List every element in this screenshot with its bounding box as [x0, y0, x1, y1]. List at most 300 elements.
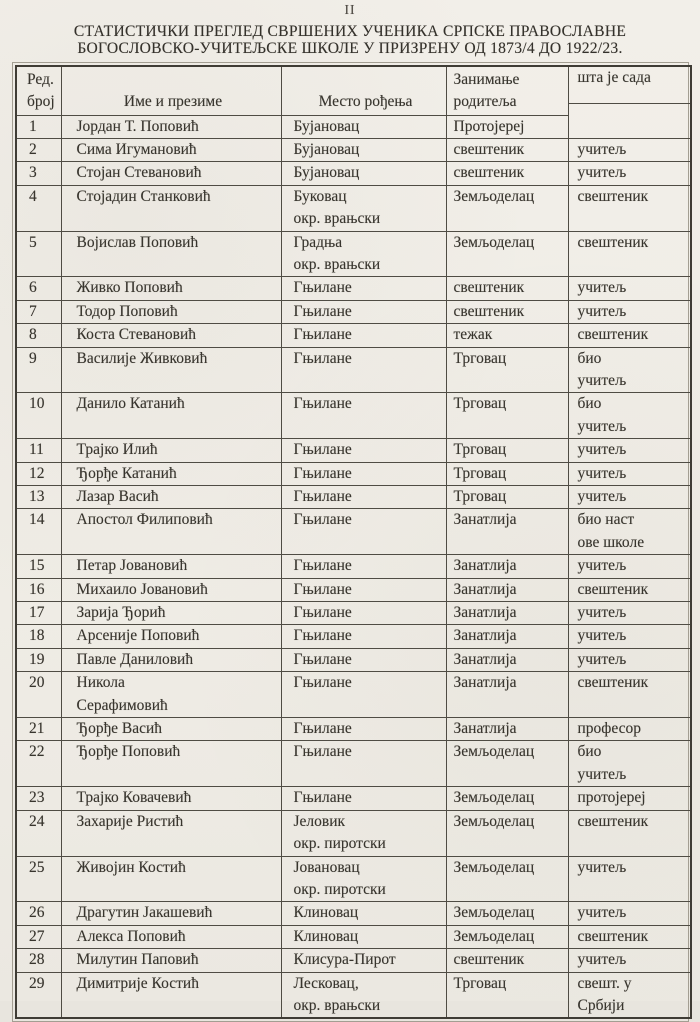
cell-line: свештеник [577, 326, 649, 344]
cell-num: 8 [16, 324, 61, 347]
cell-num: 24 [16, 810, 61, 856]
cell-place [281, 718, 446, 741]
cell-line: Трговац [453, 464, 507, 482]
cell-now [568, 115, 691, 138]
cell-line: учитељ [577, 488, 627, 505]
table-row [16, 185, 691, 231]
cell-line: учитељ [577, 904, 627, 922]
cell-line: Гњилане [293, 395, 352, 413]
cell-place [281, 902, 446, 925]
cell-num: 18 [16, 625, 61, 648]
table-row [16, 972, 691, 1018]
cell-name [61, 231, 281, 277]
cell-now [568, 347, 691, 393]
cell-line: Живојин Костић [76, 858, 186, 876]
cell-line: Земљоделац [453, 904, 535, 922]
cell-line: Трговац [453, 441, 507, 459]
cell-parent [446, 672, 568, 718]
cell-num: 2 [16, 138, 61, 161]
cell-line: Апостол Филиповић [76, 511, 213, 529]
cell-now [568, 787, 691, 810]
cell-num: 15 [16, 555, 61, 578]
cell-place [281, 486, 446, 509]
cell-line: Занатлија [453, 720, 517, 738]
cell-parent [446, 462, 568, 485]
cell-name [61, 949, 281, 972]
cell-line: Занатлија [453, 604, 517, 622]
header-row [16, 66, 691, 115]
table-row [16, 231, 691, 277]
cell-place [281, 856, 446, 902]
cell-name [61, 856, 281, 902]
table-row [16, 787, 691, 810]
cell-line: учитељ [577, 604, 627, 622]
cell-num: 16 [16, 578, 61, 601]
header-current-occupation: шта је сада [568, 66, 691, 115]
cell-place [281, 300, 446, 323]
cell-line: учитељ [577, 951, 627, 969]
cell-parent [446, 902, 568, 925]
cell-name [61, 602, 281, 625]
cell-line: учитељ [577, 417, 627, 435]
cell-line: Милутин Паповић [76, 951, 199, 969]
cell-parent [446, 277, 568, 300]
cell-now [568, 856, 691, 902]
cell-now [568, 810, 691, 856]
cell-place [281, 185, 446, 231]
cell-line: Јордан Т. Поповић [76, 117, 199, 135]
cell-name [61, 578, 281, 601]
cell-now [568, 162, 691, 185]
cell-line: ове школе [577, 533, 645, 551]
cell-line: учитељ [577, 650, 627, 668]
cell-place [281, 347, 446, 393]
cell-num: 27 [16, 925, 61, 948]
students-table [15, 65, 692, 1019]
cell-place [281, 231, 446, 277]
cell-now [568, 439, 691, 462]
cell-parent [446, 602, 568, 625]
cell-line: Гњилане [293, 464, 352, 482]
cell-line: окр. врањски [293, 210, 381, 228]
cell-parent [446, 486, 568, 509]
cell-parent [446, 555, 568, 578]
cell-line: тежак [453, 326, 493, 344]
cell-line: био [577, 743, 602, 761]
cell-now [568, 462, 691, 485]
cell-line: Гњилане [293, 302, 352, 320]
cell-line: био наст [577, 511, 635, 529]
cell-line: Зарија Ђорић [76, 604, 166, 622]
cell-parent [446, 185, 568, 231]
cell-now [568, 949, 691, 972]
page-number: II [344, 2, 356, 17]
cell-line: Јеловик [293, 812, 346, 830]
cell-line: Петар Јовановић [76, 557, 188, 575]
cell-name [61, 277, 281, 300]
cell-now [568, 138, 691, 161]
cell-line: свештеник [453, 140, 525, 158]
cell-line: учитељ [577, 371, 627, 389]
cell-line: Трајко Илић [76, 441, 158, 459]
cell-line: Алекса Поповић [76, 927, 186, 945]
cell-line: Војислав Поповић [76, 233, 199, 251]
cell-parent [446, 856, 568, 902]
cell-line: Живко Поповић [76, 279, 183, 297]
cell-place [281, 741, 446, 787]
cell-now [568, 602, 691, 625]
cell-line: Стојан Стевановић [76, 164, 202, 182]
cell-place [281, 602, 446, 625]
cell-name [61, 509, 281, 555]
cell-place [281, 162, 446, 185]
cell-line: свештеник [577, 927, 649, 945]
cell-num: 5 [16, 231, 61, 277]
cell-line: Ђорђе Катанић [76, 464, 177, 482]
cell-now [568, 741, 691, 787]
cell-parent [446, 578, 568, 601]
cell-line: био [577, 349, 602, 367]
document-title [0, 23, 700, 57]
table-row [16, 115, 691, 138]
header-name-surname: Име и презиме [61, 66, 281, 115]
cell-line: Гњилане [293, 720, 352, 738]
cell-line: Занатлија [453, 650, 517, 668]
cell-line: Ђорђе Поповић [76, 743, 181, 761]
cell-name [61, 300, 281, 323]
table-row [16, 602, 691, 625]
cell-num: 17 [16, 602, 61, 625]
cell-line: Занатлија [453, 511, 517, 529]
cell-line: Земљоделац [453, 233, 535, 251]
cell-place [281, 787, 446, 810]
cell-now [568, 555, 691, 578]
document-title-line2: БОГОСЛОВСКО-УЧИТЕЉСКЕ ШКОЛЕ У ПРИЗРЕНУ ОД 1873/4 ДО 1922/23. [77, 40, 623, 57]
cell-parent [446, 648, 568, 671]
cell-now [568, 393, 691, 439]
cell-line: Буковац [293, 187, 347, 205]
cell-line: Гњилане [293, 650, 352, 668]
cell-line: свештеник [577, 187, 649, 205]
cell-line: Никола [76, 674, 125, 692]
cell-line: Бујановац [293, 140, 360, 158]
cell-place [281, 439, 446, 462]
cell-line: Трајко Ковачевић [76, 789, 192, 807]
cell-num: 29 [16, 972, 61, 1018]
table-row [16, 324, 691, 347]
table-row [16, 949, 691, 972]
cell-line: свештеник [577, 233, 649, 251]
cell-line: свештеник [577, 674, 649, 692]
cell-num: 1 [16, 115, 61, 138]
cell-num: 14 [16, 509, 61, 555]
table-row [16, 277, 691, 300]
cell-line: учитељ [577, 765, 627, 783]
cell-line: Гњилане [293, 674, 352, 692]
cell-line: Земљоделац [453, 927, 535, 945]
cell-line: Драгутин Јакашевић [76, 904, 213, 922]
cell-parent [446, 718, 568, 741]
cell-parent [446, 509, 568, 555]
cell-line: Србији [577, 996, 625, 1014]
cell-line: Василије Живковић [76, 349, 208, 367]
cell-line: Лазар Васић [76, 488, 159, 505]
cell-num: 19 [16, 648, 61, 671]
document-title-line1: СТАТИСТИЧКИ ПРЕГЛЕД СВРШЕНИХ УЧЕНИКА СРПСКЕ ПРАВОСЛАВНЕ [73, 23, 627, 40]
cell-line: протојереј [577, 789, 646, 807]
cell-line: Димитрије Костић [76, 974, 199, 992]
table-row [16, 462, 691, 485]
cell-line: Земљоделац [453, 743, 535, 761]
cell-place [281, 672, 446, 718]
cell-line: окр. пиротски [293, 835, 386, 853]
cell-now [568, 718, 691, 741]
cell-line: Занатлија [453, 580, 517, 598]
cell-line: Гњилане [293, 557, 352, 575]
cell-num: 4 [16, 185, 61, 231]
cell-parent [446, 138, 568, 161]
cell-num: 9 [16, 347, 61, 393]
cell-line: учитељ [577, 140, 627, 158]
cell-now [568, 231, 691, 277]
cell-name [61, 324, 281, 347]
cell-line: Коста Стевановић [76, 326, 196, 344]
cell-num: 6 [16, 277, 61, 300]
cell-place [281, 972, 446, 1018]
table-row [16, 578, 691, 601]
cell-name [61, 462, 281, 485]
cell-num: 21 [16, 718, 61, 741]
header-birthplace: Место рођења [281, 66, 446, 115]
cell-line: Трговац [453, 349, 507, 367]
cell-line: Занатлија [453, 627, 517, 645]
cell-now [568, 300, 691, 323]
cell-place [281, 810, 446, 856]
cell-line: свешт. у [577, 974, 632, 992]
cell-line: Данило Катанић [76, 395, 185, 413]
table-row [16, 925, 691, 948]
cell-line: Бујановац [293, 164, 360, 182]
cell-line: Гњилане [293, 743, 352, 761]
cell-line: Арсеније Поповић [76, 627, 200, 645]
cell-place [281, 115, 446, 138]
cell-name [61, 138, 281, 161]
cell-name [61, 625, 281, 648]
cell-num: 10 [16, 393, 61, 439]
cell-place [281, 949, 446, 972]
cell-place [281, 324, 446, 347]
cell-line: окр. врањски [293, 255, 381, 273]
cell-place [281, 625, 446, 648]
cell-line: Гњилане [293, 789, 352, 807]
cell-name [61, 648, 281, 671]
cell-now [568, 648, 691, 671]
cell-line: Гњилане [293, 580, 352, 598]
cell-line: свештеник [577, 580, 649, 598]
cell-parent [446, 162, 568, 185]
cell-parent [446, 231, 568, 277]
cell-parent [446, 324, 568, 347]
cell-line: Сима Игумановић [76, 140, 197, 158]
cell-line: свештеник [453, 279, 525, 297]
table-row [16, 856, 691, 902]
cell-line: Земљоделац [453, 789, 535, 807]
cell-place [281, 462, 446, 485]
cell-now [568, 509, 691, 555]
cell-now [568, 625, 691, 648]
cell-place [281, 555, 446, 578]
cell-parent [446, 347, 568, 393]
cell-line: Клиновац [293, 927, 359, 945]
cell-line: професор [577, 720, 641, 738]
cell-line: свештеник [577, 812, 649, 830]
cell-line: свештеник [453, 164, 525, 182]
cell-num: 25 [16, 856, 61, 902]
cell-line: окр. врањски [293, 996, 381, 1014]
table-row [16, 672, 691, 718]
table-header [16, 66, 691, 115]
cell-line: био [577, 395, 602, 413]
cell-line: Трговац [453, 395, 507, 413]
cell-parent [446, 439, 568, 462]
cell-line: Ђорђе Васић [76, 720, 163, 738]
cell-num: 3 [16, 162, 61, 185]
cell-now [568, 902, 691, 925]
cell-num: 28 [16, 949, 61, 972]
cell-line: Павле Даниловић [76, 650, 194, 668]
cell-place [281, 138, 446, 161]
cell-line: учитељ [577, 627, 627, 645]
cell-line: Гњилане [293, 488, 352, 505]
cell-line: Лесковац, [293, 974, 359, 992]
cell-line: Земљоделац [453, 187, 535, 205]
cell-place [281, 925, 446, 948]
cell-line: Занатлија [453, 557, 517, 575]
cell-name [61, 718, 281, 741]
cell-parent [446, 625, 568, 648]
cell-line: учитељ [577, 557, 627, 575]
cell-num: 20 [16, 672, 61, 718]
cell-line: Клиновац [293, 904, 359, 922]
cell-name [61, 393, 281, 439]
cell-line: учитељ [577, 164, 627, 182]
cell-now [568, 972, 691, 1018]
cell-parent [446, 949, 568, 972]
cell-line: окр. пиротски [293, 880, 386, 898]
cell-line: Захарије Ристић [76, 812, 184, 830]
cell-num: 11 [16, 439, 61, 462]
cell-name [61, 347, 281, 393]
cell-line: Гњилане [293, 604, 352, 622]
cell-line: учитељ [577, 441, 627, 459]
table-row [16, 509, 691, 555]
cell-name [61, 902, 281, 925]
cell-line: Бујановац [293, 117, 360, 135]
cell-name [61, 115, 281, 138]
cell-now [568, 578, 691, 601]
cell-now [568, 925, 691, 948]
cell-parent [446, 300, 568, 323]
table-row [16, 741, 691, 787]
cell-name [61, 741, 281, 787]
cell-line: Тодор Поповић [76, 302, 178, 320]
table-row [16, 486, 691, 509]
table-row [16, 718, 691, 741]
cell-line: Серафимовић [76, 696, 168, 714]
cell-place [281, 393, 446, 439]
cell-line: Занатлија [453, 674, 517, 692]
cell-line: Клисура-Пирот [293, 951, 396, 969]
cell-line: Земљоделац [453, 858, 535, 876]
cell-name [61, 439, 281, 462]
cell-line: Михаило Јовановић [76, 580, 208, 598]
cell-num: 26 [16, 902, 61, 925]
cell-num: 13 [16, 486, 61, 509]
cell-line: Гњилане [293, 349, 352, 367]
table-row [16, 555, 691, 578]
cell-name [61, 925, 281, 948]
cell-place [281, 578, 446, 601]
cell-now [568, 324, 691, 347]
cell-place [281, 277, 446, 300]
cell-parent [446, 925, 568, 948]
cell-now [568, 672, 691, 718]
cell-name [61, 672, 281, 718]
table-row [16, 162, 691, 185]
cell-name [61, 555, 281, 578]
cell-num: 22 [16, 741, 61, 787]
cell-num: 12 [16, 462, 61, 485]
table-body [16, 115, 691, 1018]
cell-line: учитељ [577, 858, 627, 876]
cell-line: Јовановац [293, 858, 360, 876]
cell-name [61, 162, 281, 185]
table-row [16, 300, 691, 323]
table-row [16, 439, 691, 462]
cell-line: Гњилане [293, 511, 352, 529]
table-row [16, 625, 691, 648]
cell-line: свештеник [453, 302, 525, 320]
cell-parent [446, 810, 568, 856]
table-row [16, 393, 691, 439]
cell-line: учитељ [577, 464, 627, 482]
cell-line: Трговац [453, 974, 507, 992]
cell-name [61, 486, 281, 509]
table-row [16, 810, 691, 856]
cell-line: Градња [293, 233, 343, 251]
table-row [16, 347, 691, 393]
header-ordinal-number: Ред. број [16, 66, 61, 115]
cell-line: Трговац [453, 488, 507, 505]
cell-parent [446, 393, 568, 439]
cell-now [568, 185, 691, 231]
cell-place [281, 509, 446, 555]
students-table-wrap [12, 62, 689, 1022]
cell-line: свештеник [453, 951, 525, 969]
cell-line: Протојереј [453, 117, 525, 135]
cell-line: учитељ [577, 302, 627, 320]
cell-line: Гњилане [293, 279, 352, 297]
cell-line: учитељ [577, 279, 627, 297]
cell-line: Гњилане [293, 627, 352, 645]
cell-place [281, 648, 446, 671]
cell-parent [446, 787, 568, 810]
cell-name [61, 810, 281, 856]
cell-now [568, 277, 691, 300]
cell-name [61, 185, 281, 231]
cell-parent [446, 741, 568, 787]
cell-parent [446, 972, 568, 1018]
